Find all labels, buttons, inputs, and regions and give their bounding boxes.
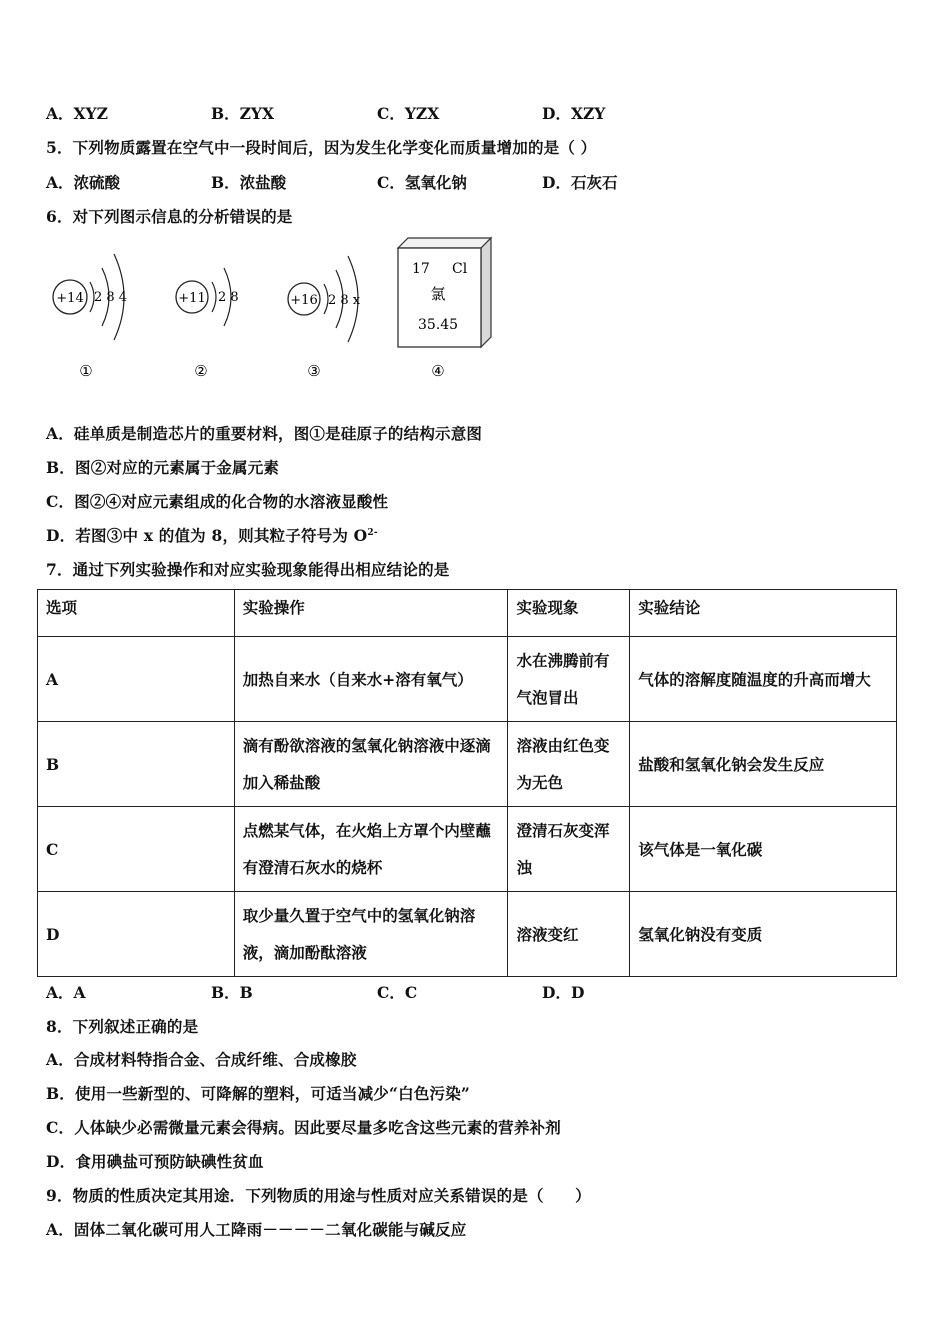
figure-label-1: ① <box>79 362 93 380</box>
q8-stem: 8．下列叙述正确的是 <box>46 1017 199 1036</box>
cell-option: A <box>38 637 235 722</box>
q7-option-a: A．A <box>46 983 86 1002</box>
atom-diagram-sulfur <box>284 236 384 386</box>
q4-option-a: A．XYZ <box>46 104 108 123</box>
q5-option-c: C．氢氧化钠 <box>377 173 467 192</box>
figure-label-2: ② <box>194 362 208 380</box>
table-row <box>38 722 897 807</box>
nucleus-charge: +14 <box>56 291 84 306</box>
q8-option-b: B．使用一些新型的、可降解的塑料，可适当减少“白色污染” <box>46 1084 471 1103</box>
atom-diagram-silicon <box>48 236 148 386</box>
experiment-table <box>37 589 897 977</box>
cell-conclusion: 该气体是一氧化碳 <box>630 807 897 892</box>
cell-phenomenon: 溶液由红色变为无色 <box>508 722 630 807</box>
cell-operation: 滴有酚欲溶液的氢氧化钠溶液中逐滴加入稀盐酸 <box>234 722 508 807</box>
cell-option: D <box>38 892 235 977</box>
figure-label-3: ③ <box>307 362 321 380</box>
electron-shells: 2 8 <box>218 290 239 305</box>
nucleus-charge: +11 <box>178 291 206 306</box>
q4-option-b: B．ZYX <box>211 104 275 123</box>
cell-phenomenon: 溶液变红 <box>508 892 630 977</box>
header-conclusion: 实验结论 <box>630 590 897 637</box>
q6-option-b: B．图②对应的元素属于金属元素 <box>46 458 280 477</box>
electron-shells: 2 8 x <box>328 293 361 308</box>
atomic-number: 17 <box>412 261 430 277</box>
q9-stem: 9．物质的性质决定其用途．下列物质的用途与性质对应关系错误的是（ ） <box>46 1186 591 1205</box>
q6-option-a: A．硅单质是制造芯片的重要材料，图①是硅原子的结构示意图 <box>46 424 483 443</box>
ion-charge-superscript: 2- <box>367 527 378 538</box>
cell-option: C <box>38 807 235 892</box>
q9-option-a: A．固体二氧化碳可用人工降雨－－－－二氧化碳能与碱反应 <box>46 1220 467 1239</box>
cell-option: B <box>38 722 235 807</box>
cell-operation: 点燃某气体，在火焰上方罩个内壁蘸有澄清石灰水的烧杯 <box>234 807 508 892</box>
q5-stem: 5．下列物质露置在空气中一段时间后，因为发生化学变化而质量增加的是（ ） <box>46 138 597 157</box>
q5-option-d: D．石灰石 <box>542 173 618 192</box>
q8-option-d: D．食用碘盐可预防缺碘性贫血 <box>46 1152 264 1171</box>
table-row <box>38 637 897 722</box>
nucleus-charge: +16 <box>290 293 318 308</box>
q8-option-a: A．合成材料特指合金、合成纤维、合成橡胶 <box>46 1050 357 1069</box>
cell-phenomenon: 水在沸腾前有气泡冒出 <box>508 637 630 722</box>
table-row <box>38 807 897 892</box>
q8-option-c: C．人体缺少必需微量元素会得病。因此要尽量多吃含这些元素的营养补剂 <box>46 1118 561 1137</box>
table-row <box>38 892 897 977</box>
atom-diagram-sodium <box>172 236 262 386</box>
header-option: 选项 <box>38 590 235 637</box>
cell-conclusion: 盐酸和氢氧化钠会发生反应 <box>630 722 897 807</box>
q6-option-d: D．若图③中 x 的值为 8，则其粒子符号为 $O^{2-}$ <box>46 526 378 545</box>
cell-conclusion: 气体的溶解度随温度的升高而增大 <box>630 637 897 722</box>
header-operation: 实验操作 <box>234 590 508 637</box>
q5-option-b: B．浓盐酸 <box>211 173 287 192</box>
header-phenomenon: 实验现象 <box>508 590 630 637</box>
cell-phenomenon: 澄清石灰变浑浊 <box>508 807 630 892</box>
q4-option-d: D．XZY <box>542 104 606 123</box>
element-name: 氯 <box>430 285 446 303</box>
cell-operation: 加热自来水（自来水+溶有氧气） <box>234 637 508 722</box>
q4-option-c: C．YZX <box>377 104 440 123</box>
q7-option-c: C．C <box>377 983 418 1002</box>
q5-option-a: A．浓硫酸 <box>46 173 121 192</box>
cell-conclusion: 氢氧化钠没有变质 <box>630 892 897 977</box>
q7-stem: 7．通过下列实验操作和对应实验现象能得出相应结论的是 <box>46 560 450 579</box>
q7-option-d: D．D <box>542 983 585 1002</box>
cell-operation: 取少量久置于空气中的氢氧化钠溶液，滴加酚酞溶液 <box>234 892 508 977</box>
q6-stem: 6．对下列图示信息的分析错误的是 <box>46 207 293 226</box>
q7-option-b: B．B <box>211 983 253 1002</box>
element-card-chlorine <box>396 236 496 386</box>
electron-shells: 2 8 4 <box>94 290 128 305</box>
atomic-mass: 35.45 <box>417 317 459 333</box>
figure-label-4: ④ <box>431 362 445 380</box>
table-header-row <box>38 590 897 637</box>
element-symbol: Cl <box>452 261 468 277</box>
q6-option-c: C．图②④对应元素组成的化合物的水溶液显酸性 <box>46 492 389 511</box>
